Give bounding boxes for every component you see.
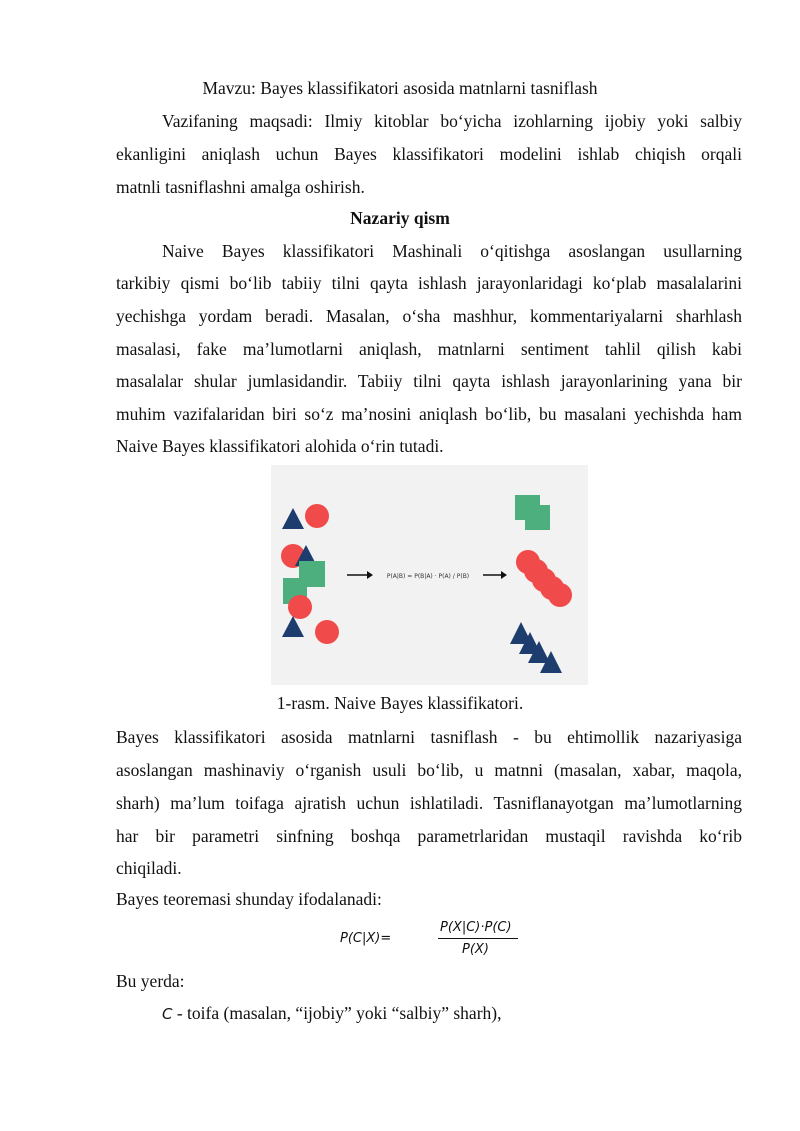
section-heading: Nazariy qism <box>350 208 450 228</box>
theory-line-7: Naive Bayes klassifikatori alohida o‘rin tutadi. <box>116 436 444 456</box>
theory-line-3: yechishga yordam beradi. Masalan, o‘sha mashhur, kommentariyalarni sharhlash <box>116 306 742 326</box>
figure-caption: 1-rasm. Naive Bayes klassifikatori. <box>276 693 524 713</box>
triangle-shape <box>282 508 304 529</box>
triangle-shape <box>282 616 304 637</box>
circle-shape <box>305 504 329 528</box>
theory-line-4: masalasi, fake ma’lumotlarni aniqlash, matnlarni sentiment tahlil qilish kabi <box>116 339 742 359</box>
theory-line-5: masalalar shular jumlasidandir. Tabiiy tilni qayta ishlash jarayonlarining yana bir <box>116 371 742 391</box>
figure-formula: P(A|B) = P(B|A) · P(A) / P(B) <box>386 573 470 580</box>
formula-lhs: P(C|X)= <box>340 931 392 946</box>
formula-denominator: P(X) <box>462 942 489 957</box>
theory-line-1: Naive Bayes klassifikatori Mashinali o‘qitishga asoslangan usullarning <box>162 241 742 261</box>
definition-symbol: C <box>162 1005 173 1023</box>
body-line-1: Bayes klassifikatori asosida matnlarni tasniflash - bu ehtimollik nazariyasiga <box>116 727 742 747</box>
body-line-4: har bir parametri sinfning boshqa parametrlaridan mustaqil ravishda ko‘rib <box>116 826 742 846</box>
arrowhead-icon <box>367 571 373 579</box>
body-line-5: chiqiladi. <box>116 858 182 878</box>
circle-shape <box>288 595 312 619</box>
circle-shape <box>315 620 339 644</box>
goal-line-3: matnli tasniflashni amalga oshirish. <box>116 177 365 197</box>
page-title: Mavzu: Bayes klassifikatori asosida matnlarni tasniflash <box>202 78 598 98</box>
goal-line-1: Vazifaning maqsadi: Ilmiy kitoblar bo‘yicha izohlarning ijobiy yoki salbiy <box>162 111 742 131</box>
definition-text: - toifa (masalan, “ijobiy” yoki “salbiy” sharh), <box>172 1003 502 1023</box>
body-line-3: sharh) ma’lum toifaga ajratish uchun ishlatiladi. Tasniflanayotgan ma’lumotlarning <box>116 793 742 813</box>
theorem-intro: Bayes teoremasi shunday ifodalanadi: <box>116 889 382 909</box>
naive-bayes-figure <box>271 465 588 685</box>
theory-line-2: tarkibiy qismi bo‘lib tabiiy tilni qayta ishlash jarayonlaridagi ko‘plab masalalarini <box>116 273 742 293</box>
theory-line-6: muhim vazifalaridan biri so‘z ma’nosini aniqlash bo‘lib, bu masalani yechishda ham <box>116 404 742 424</box>
square-shape <box>525 505 550 530</box>
square-shape <box>299 561 325 587</box>
goal-line-2: ekanligini aniqlash uchun Bayes klassifikatori modelini ishlab chiqish orqali <box>116 144 742 164</box>
figure-illustration <box>271 465 588 685</box>
fraction-bar <box>438 938 518 939</box>
definition-line <box>162 1002 501 1025</box>
circle-shape <box>548 583 572 607</box>
arrowhead-icon <box>501 571 507 579</box>
formula-numerator: P(X|C)·P(C) <box>440 920 512 935</box>
body-line-2: asoslangan mashinaviy o‘rganish usuli bo‘lib, u matnni (masalan, xabar, maqola, <box>116 760 742 780</box>
bayes-formula <box>340 918 520 962</box>
where-label: Bu yerda: <box>116 971 185 991</box>
